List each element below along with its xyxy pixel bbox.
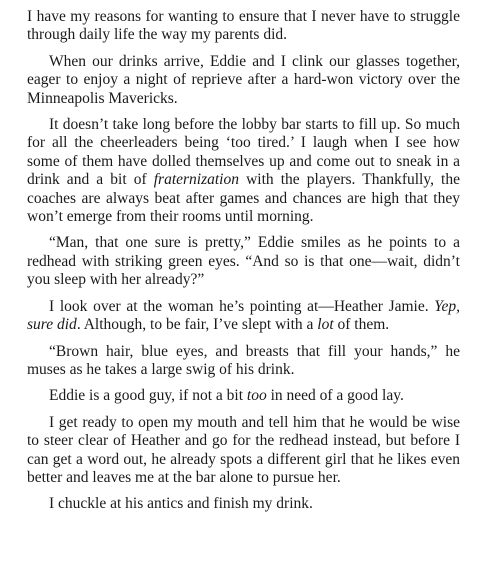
text-run: I chuckle at his antics and finish my drink.: [49, 495, 313, 513]
paragraph-p4: [27, 234, 460, 289]
text-run: “Man, that one sure is pretty,” Eddie smiles as he points to a redhead with striking green eyes. “And so is that one—wait, didn’t you sleep with her already?”: [27, 234, 460, 289]
text-run: I get ready to open my mouth and tell him that he would be wise to steer clear of Heather and go for the redhead instead, but before I can get a word out, he already spots a different girl that he likes even better and leaves me at the bar alone to pursue her.: [27, 413, 460, 486]
italic-text: fraternization: [153, 171, 239, 189]
text-run: Eddie is a good guy, if not a bit: [49, 387, 247, 405]
italic-text: Yep, sure did: [27, 297, 460, 334]
text-run: When our drinks arrive, Eddie and I clink our glasses together, eager to enjoy a night of reprieve after a hard-won victory over the Minneapolis Mavericks.: [27, 52, 460, 107]
paragraph-p8: [27, 414, 460, 488]
text-run: of them.: [333, 316, 390, 334]
paragraph-p1: [27, 8, 460, 45]
text-run: I look over at the woman he’s pointing at—Heather Jamie.: [49, 297, 435, 315]
italic-text: too: [246, 387, 267, 405]
text-run: It doesn’t take long before the lobby bar starts to fill up. So much for all the cheerleaders being ‘too tired.’ I laugh when I see how some of them have dolled themselves up and come out to sneak in a drink and a bit of: [27, 116, 460, 189]
paragraph-p2: [27, 53, 460, 108]
text-body: [27, 8, 460, 514]
italic-text: lot: [317, 316, 334, 334]
text-run: in need of a good lay.: [266, 387, 404, 405]
text-run: with the players. Thankfully, the coaches are always beat after games and chances are high that they won’t emerge from their rooms until morning.: [27, 171, 460, 226]
text-run: “Brown hair, blue eyes, and breasts that fill your hands,” he muses as he takes a large swig of his drink.: [27, 342, 460, 378]
text-run: . Although, to be fair, I’ve slept with a: [76, 316, 318, 334]
paragraph-p3: [27, 116, 460, 226]
text-run: I have my reasons for wanting to ensure that I never have to struggle through daily life the way my parents did.: [27, 8, 460, 44]
paragraph-p9: [27, 495, 460, 513]
paragraph-p5: [27, 298, 460, 335]
paragraph-p7: [27, 387, 460, 405]
paragraph-p6: [27, 343, 460, 380]
